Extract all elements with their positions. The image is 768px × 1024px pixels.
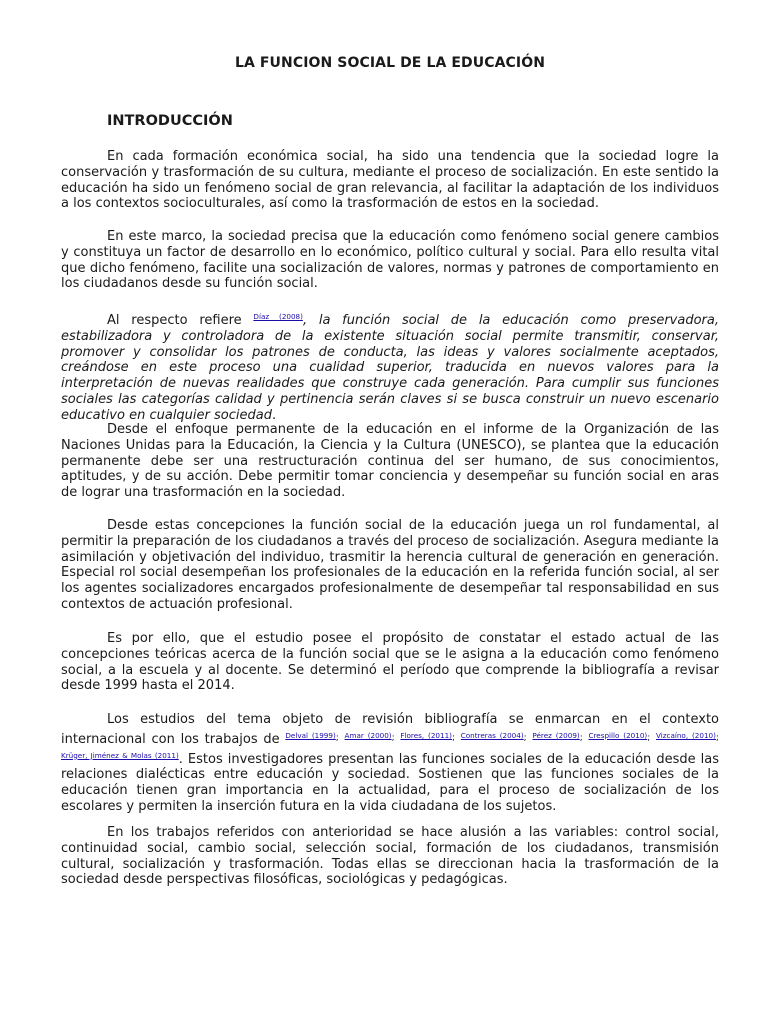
citation-link[interactable]: Pérez (2009) [532, 730, 580, 740]
citation-link[interactable]: Amar (2000) [344, 730, 392, 740]
citation-link[interactable]: Contreras (2004) [460, 730, 524, 740]
citation-link[interactable]: Krüger, Jiménez & Molas (2011) [61, 750, 179, 760]
citation-separator: ; [451, 732, 455, 743]
citation-link[interactable]: Díaz (2008) [253, 312, 303, 321]
quoted-text: , la función social de la educación como preservadora, estabilizadora y controladora de la existente situación social permite transmitir, conservar, promover y consolidar los patrones de conducta, las ideas y valores socialmente aceptados, creándose en este proceso una cualidad superior, traducida en nuevos valores para la interpretación de nuevas realidades que construye cada generación. Para cumplir sus funciones sociales las categorías calidad y pertinencia serán claves si se busca construir un nuevo escenario educativo en cualquier sociedad [61, 313, 719, 423]
paragraph: Es por ello, que el estudio posee el propósito de constatar el estado actual de las concepciones teóricas acerca de la función social que se le asigna a la educación como fenómeno social, a la escuela y al docente. Se determinó el período que comprende la bibliografía a revisar desde 1999 hasta el 2014. [61, 631, 719, 694]
document-title: LA FUNCION SOCIAL DE LA EDUCACIÓN [234, 55, 546, 71]
citation-link[interactable]: Delval (1999) [285, 730, 336, 740]
citation-link[interactable]: Vizcaíno, (2010) [655, 730, 716, 740]
citation-separator: ; [715, 732, 719, 743]
paragraph-citations [61, 712, 719, 815]
citation-separator: ; [523, 732, 527, 743]
paragraph: En este marco, la sociedad precisa que la educación como fenómeno social genere cambios y constituya un factor de desarrollo en lo económico, político cultural y social. Para ello resulta vital que dicho fenómeno, facilite una socialización de valores, normas y patrones de comportamiento en los ciudadanos desde su función social. [61, 229, 719, 292]
paragraph-lead: Al respecto refiere [107, 313, 254, 328]
paragraph: En los trabajos referidos con anterioridad se hace alusión a las variables: control social, continuidad social, cambio social, selección social, formación de los ciudadanos, transmisión cultural, socialización y trasformación. Todas ellas se direccionan hacia la trasformación de la sociedad desde perspectivas filosóficas, sociológicas y pedagógicas. [61, 825, 719, 888]
paragraph-rest: . Estos investigadores presentan las funciones sociales de la educación desde las relaciones dialécticas entre educación y sociedad. Sostienen que las funciones sociales de la educación tienen gran importancia en la actualidad, para el proceso de socialización de los escolares y permiten la inserción futura en la vida ciudadana de los sujetos. [61, 751, 719, 814]
paragraph-quote [61, 309, 719, 424]
citation-separator: ; [335, 732, 339, 743]
paragraph: Desde el enfoque permanente de la educación en el informe de la Organización de las Naciones Unidas para la Educación, la Ciencia y la Cultura (UNESCO), se plantea que la educación permanente debe ser una restructuración continua del ser humano, de sus conocimientos, aptitudes, y de su acción. Debe permitir tomar conciencia y desempeñar su función social en aras de lograr una trasformación en la sociedad. [61, 422, 719, 501]
paragraph-lead: Los estudios del tema objeto de revisión bibliografía se enmarcan en el contexto internacional con los trabajos de [61, 712, 719, 747]
citation-link[interactable]: Flores, (2011) [400, 730, 452, 740]
citation-separator: ; [579, 732, 583, 743]
paragraph: Desde estas concepciones la función social de la educación juega un rol fundamental, al permitir la preparación de los ciudadanos a través del proceso de socialización. Asegura mediante la asimilación y objetivación del individuo, trasmitir la herencia cultural de generación en generación. Especial rol social desempeñan los profesionales de la educación en la referida función social, al ser los agentes socializadores encargados profesionalmente de desempeñar tal responsabilidad en sus contextos de actuación profesional. [61, 518, 719, 612]
section-heading: INTRODUCCIÓN [107, 113, 233, 129]
citation-link[interactable]: Crespillo (2010) [588, 730, 648, 740]
paragraph: En cada formación económica social, ha sido una tendencia que la sociedad logre la conservación y trasformación de su cultura, mediante el proceso de socialización. En este sentido la educación ha sido un fenómeno social de gran relevancia, al facilitar la adaptación de los individuos a los contextos socioculturales, así como la trasformación de estos en la sociedad. [61, 149, 719, 212]
citation-separator: ; [391, 732, 395, 743]
paragraph-end: . [271, 407, 277, 423]
citation-separator: ; [647, 732, 651, 743]
